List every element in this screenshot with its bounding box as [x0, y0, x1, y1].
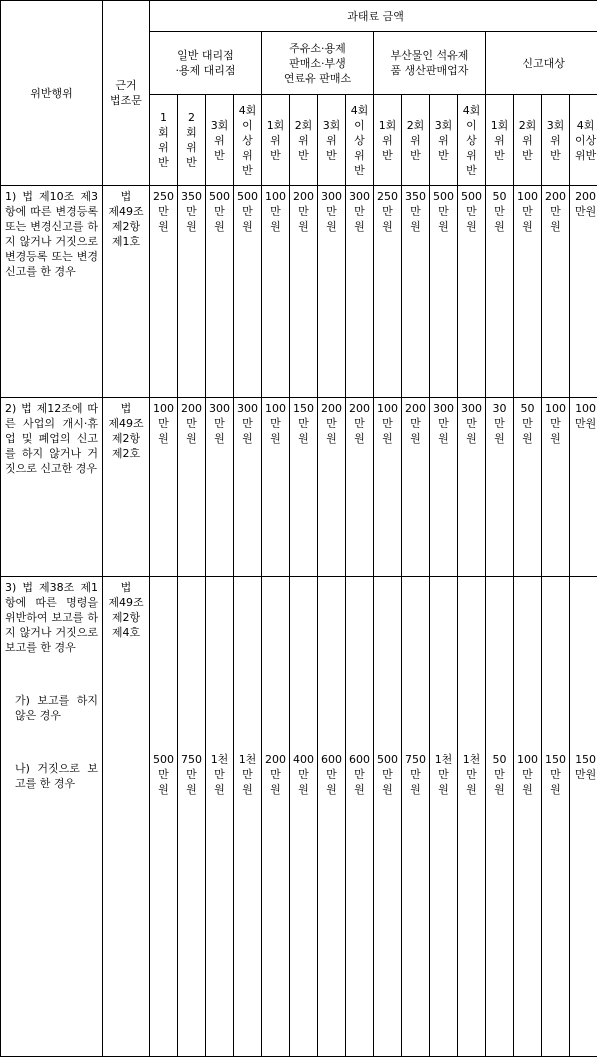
sub-header-cell: 4회 이 상 위 반 [234, 95, 262, 186]
fine-amount-cell: 400 만 원 [290, 577, 318, 1057]
fine-amount-cell: 500 만 원 [150, 577, 178, 1057]
fine-amount-cell: 350 만 원 [178, 186, 206, 398]
fine-amount-cell: 100 만 원 [542, 398, 570, 577]
violation-cell [1, 577, 103, 1057]
group-report-target: 신고대상 [486, 32, 597, 95]
group-gas-station: 주유소·용제 판매소·부생 연료유 판매소 [262, 32, 374, 95]
header-violation: 위반행위 [1, 1, 103, 186]
fine-amount-cell: 350 만 원 [402, 186, 430, 398]
sub-header-cell: 1 회 위 반 [150, 95, 178, 186]
fine-amount-cell: 50 만 원 [486, 577, 514, 1057]
fine-amount-cell: 200 만 원 [318, 398, 346, 577]
sub-header-cell: 1회 위 반 [486, 95, 514, 186]
fine-amount-cell: 600 만 원 [318, 577, 346, 1057]
violation-text: 3) 법 제38조 제1항에 따른 명령을 위반하여 보고를 하지 않거나 거짓으로 보고를 한 경우 [5, 581, 98, 654]
fine-amount-cell: 150 만원 [570, 577, 597, 1057]
fine-amount-cell: 500 만 원 [206, 186, 234, 398]
fine-amount-cell: 200 만 원 [346, 398, 374, 577]
fine-amount-cell: 1천 만 원 [234, 577, 262, 1057]
violation-text: 2) 법 제12조에 따른 사업의 개시·휴업 및 폐업의 신고를 하지 않거나 거짓으로 신고한 경우 [5, 402, 98, 475]
fine-amount-cell: 200 만 원 [178, 398, 206, 577]
sub-header-cell: 4회 이 상 위 반 [346, 95, 374, 186]
fine-amount-cell: 150 만 원 [290, 398, 318, 577]
fine-amount-cell: 200 만 원 [402, 398, 430, 577]
fine-amount-cell: 500 만 원 [234, 186, 262, 398]
fine-amount-cell: 300 만 원 [318, 186, 346, 398]
fine-amount-cell: 300 만 원 [206, 398, 234, 577]
fine-amount-cell: 1천 만 원 [430, 577, 458, 1057]
fine-amount-cell: 200 만 원 [262, 577, 290, 1057]
sub-header-cell: 3회 위 반 [430, 95, 458, 186]
violation-subitem-b: 나) 거짓으로 보고를 한 경우 [5, 761, 98, 791]
group-byproduct-producer: 부산물인 석유제 품 생산판매업자 [374, 32, 486, 95]
fine-amount-cell: 200 만 원 [542, 186, 570, 398]
fine-amount-cell: 100 만 원 [374, 398, 402, 577]
header-legal-basis: 근거 법조문 [103, 1, 150, 186]
violation-text: 1) 법 제10조 제3항에 따른 변경등록 또는 변경신고를 하지 않거나 거짓으로 변경등록 또는 변경신고를 한 경우 [5, 190, 98, 278]
fine-amount-cell: 750 만 원 [402, 577, 430, 1057]
sub-header-cell: 2회 위 반 [514, 95, 542, 186]
violation-subitem-a: 가) 보고를 하지 않은 경우 [5, 693, 98, 723]
fine-amount-cell: 1천 만 원 [458, 577, 486, 1057]
fine-amount-cell: 250 만 원 [374, 186, 402, 398]
header-fine-amount: 과태료 금액 [150, 1, 597, 32]
fine-amount-cell: 200 만 원 [290, 186, 318, 398]
fine-amount-cell: 100 만 원 [514, 186, 542, 398]
sub-header-cell: 4회 이상 위반 [570, 95, 597, 186]
fine-amount-cell: 100 만 원 [262, 186, 290, 398]
violation-cell [1, 186, 103, 398]
sub-header-cell: 1회 위 반 [374, 95, 402, 186]
fine-amount-cell: 300 만 원 [458, 398, 486, 577]
fine-amount-cell: 300 만 원 [234, 398, 262, 577]
fine-amount-cell: 300 만 원 [346, 186, 374, 398]
sub-header-cell: 4회 이 상 위 반 [458, 95, 486, 186]
fine-amount-cell: 500 만 원 [374, 577, 402, 1057]
fine-amount-cell: 200 만원 [570, 186, 597, 398]
fine-amount-cell: 750 만 원 [178, 577, 206, 1057]
fine-amount-cell: 100 만 원 [514, 577, 542, 1057]
violation-cell [1, 398, 103, 577]
sub-header-cell: 2회 위 반 [402, 95, 430, 186]
fine-amount-cell: 50 만 원 [514, 398, 542, 577]
fine-amount-cell: 100 만 원 [150, 398, 178, 577]
fine-amount-cell: 600 만 원 [346, 577, 374, 1057]
sub-header-cell: 3회 위 반 [318, 95, 346, 186]
legal-basis-cell: 법 제49조 제2항 제1호 [103, 186, 150, 398]
legal-basis-cell: 법 제49조 제2항 제4호 [103, 577, 150, 1057]
sub-header-cell: 3회 위 반 [542, 95, 570, 186]
fine-amount-cell: 300 만 원 [430, 398, 458, 577]
group-general-agency: 일반 대리점 ·용제 대리점 [150, 32, 262, 95]
legal-basis-cell: 법 제49조 제2항 제2호 [103, 398, 150, 577]
fine-amount-cell: 250 만 원 [150, 186, 178, 398]
sub-header-cell: 1회 위 반 [262, 95, 290, 186]
fine-amount-cell: 100 만원 [570, 398, 597, 577]
sub-header-cell: 3회 위 반 [206, 95, 234, 186]
fine-amount-cell: 30 만 원 [486, 398, 514, 577]
sub-header-cell: 2회 위 반 [290, 95, 318, 186]
fine-amount-cell: 100 만 원 [262, 398, 290, 577]
sub-header-cell: 2 회 위 반 [178, 95, 206, 186]
fine-amount-cell: 500 만 원 [458, 186, 486, 398]
fine-amount-cell: 1천 만 원 [206, 577, 234, 1057]
fine-amount-cell: 500 만 원 [430, 186, 458, 398]
fine-amount-cell: 50 만 원 [486, 186, 514, 398]
fine-amount-cell: 150 만 원 [542, 577, 570, 1057]
